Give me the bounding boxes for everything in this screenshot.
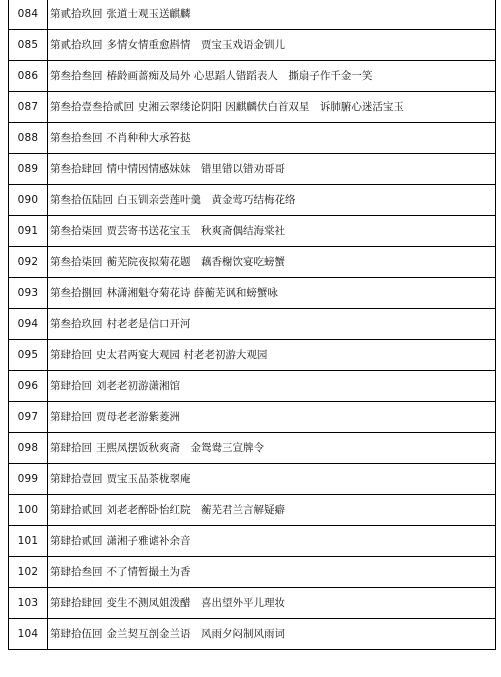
episode-number: 089	[9, 154, 48, 185]
volume-label: 第叁拾捌回	[50, 286, 103, 299]
table-row	[9, 526, 496, 557]
episode-number: 099	[9, 464, 48, 495]
table-row	[9, 123, 496, 154]
table-row	[9, 278, 496, 309]
table-row	[9, 464, 496, 495]
volume-label: 第叁拾玖回	[50, 317, 103, 330]
volume-label: 第贰拾玖回	[50, 7, 103, 20]
episode-title: 多情女情重愈斟情 贾宝玉戏语金钏儿	[106, 38, 285, 51]
volume-label: 第肆拾回	[50, 379, 92, 392]
episode-number: 093	[9, 278, 48, 309]
volume-label: 第肆拾回	[50, 441, 92, 454]
episode-title: 刘老老初游潇湘馆	[96, 379, 180, 392]
volume-label: 第叁拾柒回	[50, 224, 103, 237]
episode-title: 椿龄画蔷痴及局外 心思蹈人错蹈表人 撕扇子作千金一笑	[106, 69, 373, 82]
episode-number: 096	[9, 371, 48, 402]
episode-number: 101	[9, 526, 48, 557]
table-row	[9, 588, 496, 619]
episode-number: 098	[9, 433, 48, 464]
chapter-title	[48, 30, 496, 61]
volume-label: 第叁拾伍陆回	[50, 193, 113, 206]
episode-number: 104	[9, 619, 48, 650]
table-row	[9, 0, 496, 30]
volume-label: 第肆拾贰回	[50, 503, 103, 516]
chapter-title	[48, 619, 496, 650]
episode-title: 潇湘子雅谑补余音	[106, 534, 191, 547]
volume-label: 第叁拾壹叁拾贰回	[50, 100, 134, 113]
episode-number: 100	[9, 495, 48, 526]
episode-title: 金兰契互剖金兰语 风雨夕闷制风雨词	[106, 627, 285, 640]
episode-number: 097	[9, 402, 48, 433]
episode-title: 变生不测凤姐泼醋 喜出望外平儿理妆	[106, 596, 285, 609]
chapter-title	[48, 526, 496, 557]
episode-number: 087	[9, 92, 48, 123]
table-row	[9, 495, 496, 526]
episode-title: 林潇湘魁夺菊花诗 薛蘅芜讽和螃蟹咏	[106, 286, 278, 299]
chapter-title	[48, 495, 496, 526]
chapter-title	[48, 154, 496, 185]
episode-title: 史太君两宴大观园 村老老初游大观园	[96, 348, 268, 361]
chapter-title	[48, 588, 496, 619]
table-row	[9, 557, 496, 588]
chapter-title	[48, 557, 496, 588]
episode-number: 095	[9, 340, 48, 371]
episode-number: 090	[9, 185, 48, 216]
chapter-table-body	[9, 0, 496, 650]
episode-title: 不了情暂撮土为香	[106, 565, 191, 578]
volume-label: 第叁拾叁回	[50, 131, 103, 144]
volume-label: 第肆拾回	[50, 410, 92, 423]
episode-title: 贾母老老游紫菱洲	[96, 410, 180, 423]
episode-title: 贾宝玉品茶栊翠庵	[106, 472, 191, 485]
chapter-title	[48, 278, 496, 309]
episode-number: 086	[9, 61, 48, 92]
episode-number: 092	[9, 247, 48, 278]
table-row	[9, 154, 496, 185]
episode-title: 张道士观玉送麒麟	[106, 7, 191, 20]
chapter-title	[48, 247, 496, 278]
episode-title: 村老老是信口开河	[106, 317, 191, 330]
chapter-title	[48, 216, 496, 247]
chapter-table	[8, 0, 496, 650]
table-row	[9, 185, 496, 216]
episode-title: 史湘云翠缕论阴阳 因麒麟伏白首双星 诉肺腑心迷活宝玉	[138, 100, 404, 113]
table-row	[9, 371, 496, 402]
chapter-title	[48, 340, 496, 371]
table-row	[9, 92, 496, 123]
episode-number: 103	[9, 588, 48, 619]
volume-label: 第肆拾壹回	[50, 472, 103, 485]
chapter-title	[48, 402, 496, 433]
chapter-title	[48, 309, 496, 340]
chapter-title	[48, 123, 496, 154]
volume-label: 第贰拾玖回	[50, 38, 103, 51]
table-row	[9, 216, 496, 247]
episode-title: 刘老老醉卧怡红院 蘅芜君兰言解疑癖	[106, 503, 285, 516]
chapter-title	[48, 185, 496, 216]
table-row	[9, 309, 496, 340]
volume-label: 第肆拾肆回	[50, 596, 103, 609]
table-row	[9, 619, 496, 650]
table-row	[9, 340, 496, 371]
volume-label: 第叁拾叁回	[50, 69, 103, 82]
volume-label: 第叁拾柒回	[50, 255, 103, 268]
episode-number: 091	[9, 216, 48, 247]
episode-number: 102	[9, 557, 48, 588]
episode-title: 王熙凤摆饭秋爽斋 金鸳鸯三宣牌令	[96, 441, 264, 454]
volume-label: 第肆拾叁回	[50, 565, 103, 578]
volume-label: 第肆拾回	[50, 348, 92, 361]
episode-number: 094	[9, 309, 48, 340]
episode-number: 084	[9, 0, 48, 30]
episode-title: 蘅芜院夜拟菊花题 藕香榭饮宴吃螃蟹	[106, 255, 285, 268]
chapter-title	[48, 371, 496, 402]
table-row	[9, 61, 496, 92]
episode-title: 不肖种种大承笞挞	[106, 131, 191, 144]
table-row	[9, 247, 496, 278]
episode-number: 085	[9, 30, 48, 61]
volume-label: 第肆拾伍回	[50, 627, 103, 640]
table-row	[9, 30, 496, 61]
episode-title: 白玉钏亲尝莲叶羹 黄金莺巧结梅花络	[117, 193, 296, 206]
table-row	[9, 402, 496, 433]
episode-number: 088	[9, 123, 48, 154]
chapter-title	[48, 0, 496, 30]
volume-label: 第肆拾贰回	[50, 534, 103, 547]
episode-title: 贾芸寄书送花宝玉 秋爽斋偶结海棠社	[106, 224, 285, 237]
volume-label: 第叁拾肆回	[50, 162, 103, 175]
episode-title: 情中情因情感妹妹 错里错以错劝哥哥	[106, 162, 285, 175]
chapter-title	[48, 92, 496, 123]
chapter-title	[48, 433, 496, 464]
table-row	[9, 433, 496, 464]
chapter-title	[48, 464, 496, 495]
chapter-title	[48, 61, 496, 92]
